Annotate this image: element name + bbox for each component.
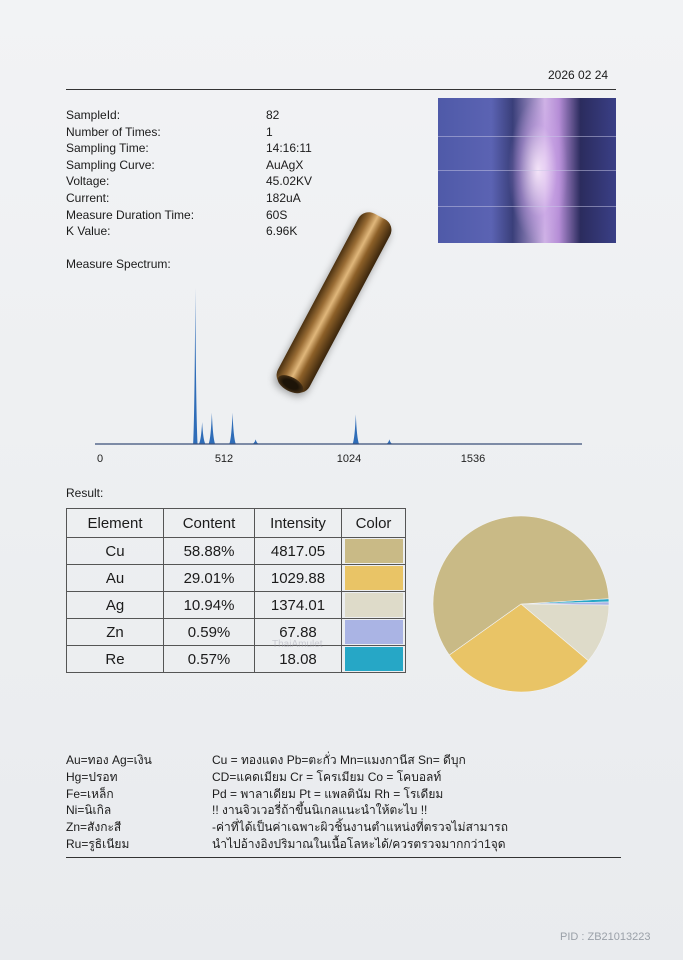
column-header: Intensity bbox=[255, 509, 342, 538]
pie-slices bbox=[433, 516, 609, 692]
table-row bbox=[67, 565, 406, 592]
content-cell: 58.88% bbox=[164, 538, 255, 565]
info-label: SampleId: bbox=[66, 108, 121, 122]
intensity-cell: 4817.05 bbox=[255, 538, 342, 565]
spectrum-peak bbox=[386, 439, 392, 444]
table-row bbox=[67, 619, 406, 646]
info-value: 14:16:11 bbox=[266, 141, 312, 156]
color-cell bbox=[342, 592, 406, 619]
info-label: Number of Times: bbox=[66, 124, 161, 139]
bottom-rule bbox=[66, 857, 621, 858]
color-swatch bbox=[345, 566, 403, 590]
element-cell: Au bbox=[67, 565, 164, 592]
spectrum-tick-label: 512 bbox=[214, 453, 234, 465]
column-header: Element bbox=[67, 509, 164, 538]
legend-right: Cu = ทองแดง Pb=ตะกั่ว Mn=แมงกานีส Sn= ดีบุก bbox=[212, 753, 466, 767]
info-value: 1 bbox=[266, 124, 273, 139]
legend-row bbox=[66, 802, 508, 819]
color-swatch bbox=[345, 593, 403, 617]
info-value: AuAgX bbox=[266, 157, 304, 172]
legend-right: CD=แคดเมียม Cr = โครเมียม Co = โคบอลท์ bbox=[212, 769, 442, 784]
color-swatch bbox=[345, 620, 403, 644]
info-row bbox=[66, 190, 312, 207]
result-table bbox=[66, 508, 406, 673]
table-row bbox=[67, 592, 406, 619]
info-label: Measure Duration Time: bbox=[66, 207, 195, 222]
top-rule bbox=[66, 89, 616, 90]
spectrum-peak bbox=[199, 422, 205, 444]
sample-camera-image bbox=[438, 98, 616, 243]
content-cell: 10.94% bbox=[164, 592, 255, 619]
info-value: 182uA bbox=[266, 190, 301, 205]
info-value: 6.96K bbox=[266, 224, 298, 239]
legend-row bbox=[66, 836, 508, 853]
element-cell: Re bbox=[67, 646, 164, 673]
spectrum-tick-label: 0 bbox=[96, 453, 104, 465]
content-cell: 0.57% bbox=[164, 646, 255, 673]
info-label: K Value: bbox=[66, 224, 111, 239]
legend-right: !! งานจิวเวอรี่ถ้าขึ้นนิเกลแนะนำให้ตะไบ !! bbox=[212, 803, 428, 818]
color-cell bbox=[342, 646, 406, 673]
info-row bbox=[66, 223, 312, 240]
spectrum-label: Measure Spectrum: bbox=[66, 257, 171, 271]
info-row bbox=[66, 207, 312, 224]
image-grid-line bbox=[438, 136, 616, 137]
report-date: 2026 02 24 bbox=[548, 68, 609, 82]
table-row bbox=[67, 646, 406, 673]
info-value: 45.02KV bbox=[266, 174, 313, 189]
info-row bbox=[66, 140, 312, 157]
spectrum-peak bbox=[209, 413, 215, 444]
info-label: Sampling Time: bbox=[66, 141, 149, 156]
color-cell bbox=[342, 538, 406, 565]
intensity-cell: 1374.01 bbox=[255, 592, 342, 619]
color-cell bbox=[342, 619, 406, 646]
photo-id: PID : ZB21013223 bbox=[560, 931, 651, 943]
info-label: Current: bbox=[66, 190, 110, 205]
spectrum-peak bbox=[252, 439, 258, 444]
content-cell: 29.01% bbox=[164, 565, 255, 592]
intensity-cell: 18.08 bbox=[255, 646, 342, 673]
color-swatch bbox=[345, 539, 403, 563]
content-cell: 0.59% bbox=[164, 619, 255, 646]
legend-left: Au=ทอง Ag=เงิน bbox=[66, 753, 152, 767]
image-grid-line bbox=[438, 206, 616, 207]
element-cell: Cu bbox=[67, 538, 164, 565]
info-row bbox=[66, 157, 312, 174]
image-grid-line bbox=[438, 170, 616, 171]
result-header-row bbox=[67, 509, 406, 538]
legend-row bbox=[66, 752, 508, 769]
sample-info bbox=[66, 107, 312, 240]
legend-left: Fe=เหล็ก bbox=[66, 786, 114, 801]
info-value: 82 bbox=[266, 108, 280, 122]
info-label: Sampling Curve: bbox=[66, 157, 155, 172]
info-row bbox=[66, 173, 312, 190]
legend-left: Hg=ปรอท bbox=[66, 769, 118, 784]
element-cell: Ag bbox=[67, 592, 164, 619]
legend-row bbox=[66, 786, 508, 803]
color-swatch bbox=[345, 647, 403, 671]
legend-left: Zn=สังกะสี bbox=[66, 820, 122, 835]
column-header: Color bbox=[342, 509, 406, 538]
element-legend bbox=[66, 752, 508, 853]
intensity-cell: 1029.88 bbox=[255, 565, 342, 592]
info-value: 60S bbox=[266, 207, 288, 222]
info-row bbox=[66, 124, 312, 141]
spectrum-peak bbox=[193, 288, 197, 444]
info-label: Voltage: bbox=[66, 174, 110, 189]
legend-left: Ni=นิเกิล bbox=[66, 803, 112, 818]
legend-right: -ค่าที่ได้เป็นค่าเฉพาะผิวชิ้นงานตำแหน่งที่ตรวจไม่สามารถ bbox=[212, 820, 508, 835]
legend-right: Pd = พาลาเดียม Pt = แพลตินัม Rh = โรเดียม bbox=[212, 786, 444, 801]
legend-right: นำไปอ้างอิงปริมาณในเนื้อโลหะได้/ควรตรวจมากกว่า1จุด bbox=[212, 836, 506, 851]
spectrum-tick-label: 1536 bbox=[460, 453, 486, 465]
legend-row bbox=[66, 769, 508, 786]
table-row bbox=[67, 538, 406, 565]
spectrum-peak bbox=[353, 414, 359, 444]
watermark: ThaiAmulet bbox=[272, 639, 323, 650]
info-row bbox=[66, 107, 312, 124]
spectrum-tick-label: 1024 bbox=[336, 453, 362, 465]
legend-row bbox=[66, 819, 508, 836]
intensity-cell: 67.88 bbox=[255, 619, 342, 646]
element-cell: Zn bbox=[67, 619, 164, 646]
spectrum-peak bbox=[229, 413, 235, 444]
color-cell bbox=[342, 565, 406, 592]
legend-left: Ru=รูธิเนียม bbox=[66, 836, 130, 851]
composition-pie-chart bbox=[430, 515, 612, 697]
result-label: Result: bbox=[66, 486, 104, 500]
column-header: Content bbox=[164, 509, 255, 538]
